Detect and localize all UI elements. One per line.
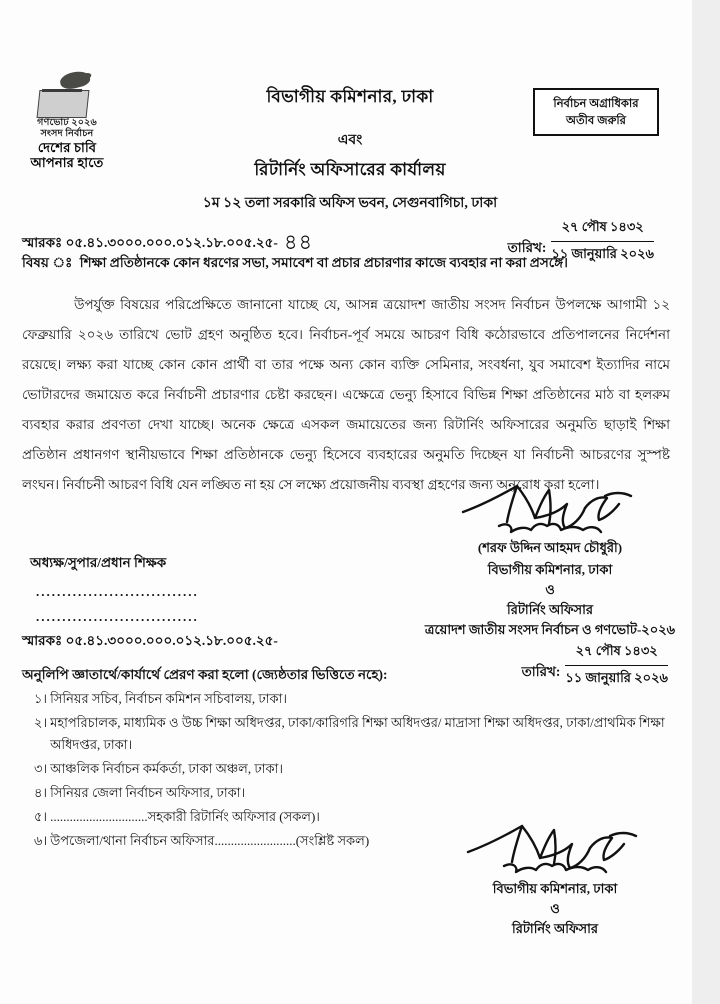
memo2-label: স্মারকঃ — [22, 633, 63, 648]
signature-ink-top — [420, 482, 680, 538]
addressee-dotted-line-1: ............................... — [36, 584, 199, 599]
memo-number-value: ০৫.৪১.৩০০০.০০০.০১২.১৮.০০৫.২৫- — [65, 235, 278, 250]
copy-list-item — [34, 712, 674, 756]
date-english: ১১ জানুয়ারি ২০২৬ — [551, 246, 654, 261]
date-bengali: ২৭ পৌষ ১৪৩২ — [551, 218, 654, 242]
subject-label: বিষয় ঃ — [22, 255, 73, 270]
subject-text: শিক্ষা প্রতিষ্ঠানকে কোন ধরণের সভা, সমাবেশ বা প্রচার প্রচারণার কাজে ব্যবহার না করা প্রসঙ্গে। — [79, 255, 568, 270]
signature-name-top: (শরফ উদ্দিন আহমদ চৌধুরী) — [477, 540, 623, 555]
signature-conjunction-bottom: ও — [550, 901, 560, 916]
signature-title-3-top: ত্রয়োদশ জাতীয় সংসদ নির্বাচন ও গণভোট-২০২৬ — [424, 622, 676, 637]
election-logo — [14, 72, 120, 170]
logo-line-2: সংসদ নির্বাচন — [40, 129, 94, 139]
copy-list-intro: অনুলিপি জ্ঞাতার্থে/কার্যার্থে প্রেরণ করা হলো (জ্যেষ্ঠতার ভিত্তিতে নহে): — [22, 667, 388, 682]
signature-conjunction-top: ও — [545, 582, 555, 597]
logo-line-1: গণভোট ২০২৬ — [37, 118, 97, 128]
hand-shape — [59, 69, 92, 92]
copy-item-number: ১। — [34, 691, 48, 706]
logo-line-4: আপনার হাতে — [30, 155, 104, 170]
copy-item-text: উপজেলা/থানা নির্বাচন অফিসার.........................(সংশ্লিষ্ট সকল) — [50, 833, 370, 848]
addressee-title: অধ্যক্ষ/সুপার/প্রধান শিক্ষক — [30, 555, 167, 570]
page-right-margin — [692, 0, 720, 1004]
copy-item-number: ৪। — [34, 785, 48, 800]
copy-list-item — [34, 758, 674, 780]
copy-item-number: ৬। — [34, 833, 48, 848]
priority-line-2: অতীব জরুরি — [566, 115, 626, 127]
signature-date-bengali: ২৭ পৌষ ১৪৩২ — [565, 642, 668, 666]
subject-line — [22, 252, 662, 275]
logo-line-3: দেশের চাবি — [37, 140, 97, 155]
copy-item-text: সিনিয়র জেলা নির্বাচন অফিসার, ঢাকা। — [50, 785, 246, 800]
copy-list-item — [34, 782, 674, 804]
priority-line-1: নির্বাচন অগ্রাধিকার — [553, 98, 639, 110]
signature-date-values — [565, 642, 668, 690]
header-address: ১ম ১২ তলা সরকারি অফিস ভবন, সেগুনবাগিচা, ঢাকা — [202, 196, 498, 211]
signature-title-1-bottom: বিভাগীয় কমিশনার, ঢাকা — [492, 881, 618, 896]
signature-date-block — [420, 642, 680, 690]
copy-list-item — [34, 688, 674, 710]
header-office-name: বিভাগীয় কমিশনার, ঢাকা — [266, 87, 434, 106]
body-paragraph: উপর্যুক্ত বিষয়ের পরিপ্রেক্ষিতে জানানো যাচ্ছে যে, আসন্ন ত্রয়োদশ জাতীয় সংসদ নির্বাচন উপলক্ষে আগামী ১২ ফেব্রুয়ারি ২০২৬ তারিখে ভোট গ্রহণ অনুষ্ঠিত হবে। নির্বাচন-পূর্ব সময়ে আচরণ বিধি কঠোরভাবে প্রতিপালনের নির্দেশনা রয়েছে। লক্ষ্য করা যাচ্ছে কোন কোন প্রার্থী বা তার পক্ষে অন্য কোন ব্যক্তি সেমিনার, সংবর্ধনা, যুব সমাবেশ ইত্যাদির নামে ভোটারদের জমায়েত করে নির্বাচনী প্রচারণার চেষ্টা করছেন। এক্ষেত্রে ভেন্যু হিসাবে বিভিন্ন শিক্ষা প্রতিষ্ঠানের মাঠ বা হলরুম ব্যবহার করার প্রবণতা দেখা যাচ্ছে। অনেক ক্ষেত্রে এসকল জমায়েতের জন্য রিটার্নিং অফিসারের অনুমতি ছাড়াই শিক্ষা প্রতিষ্ঠান প্রধানগণ স্থানীয়ভাবে শিক্ষা প্রতিষ্ঠানকে ভেন্যু হিসেবে ব্যবহারের অনুমতি দিচ্ছেন যা নির্বাচনী আচরণের সুস্পষ্ট লংঘন। নির্বাচনী আচরণ বিধি যেন লঙ্ঘিত না হয় সে লক্ষ্যে প্রয়োজনীয় ব্যবস্থা গ্রহণের জন্য অনুরোধ করা হলো। — [22, 297, 670, 492]
memo-number-second — [22, 630, 278, 653]
copy-item-text: ..............................সহকারী রিটার্নিং অফিসার (সকল)। — [50, 809, 320, 824]
signature-block-top — [420, 482, 680, 690]
ballot-box-shape — [37, 90, 90, 118]
signature-title-1-top: বিভাগীয় কমিশনার, ঢাকা — [487, 562, 613, 577]
document-header — [150, 84, 550, 215]
signature-ink-bottom — [430, 822, 680, 878]
copy-item-text: সিনিয়র সচিব, নির্বাচন কমিশন সচিবালয়, ঢাকা। — [50, 691, 288, 706]
addressee-block — [22, 552, 352, 625]
copy-item-text: মহাপরিচালক, মাধ্যমিক ও উচ্চ শিক্ষা অধিদপ্তর, ঢাকা/কারিগরি শিক্ষা অধিদপ্তর/ মাদ্রাসা শিক্ষা অধিদপ্তর, ঢাকা/প্রাথমিক শিক্ষা অধিদপ্তর, ঢাকা। — [50, 715, 665, 752]
copy-item-number: ২। — [34, 715, 48, 730]
ballot-slot-shape — [42, 89, 82, 92]
signature-title-2-top: রিটার্নিং অফিসার — [506, 602, 594, 617]
signature-title-2-bottom: রিটার্নিং অফিসার — [511, 921, 599, 936]
priority-stamp-box — [533, 88, 659, 136]
header-returning-officer: রিটার্নিং অফিসারের কার্যালয় — [254, 160, 446, 179]
signature-block-bottom — [430, 822, 680, 939]
copy-item-number: ৫। — [34, 809, 48, 824]
ballot-box-hand-icon — [14, 72, 120, 118]
memo2-number-value: ০৫.৪১.৩০০০.০০০.০১২.১৮.০০৫.২৫- — [65, 633, 278, 648]
copy-item-number: ৩। — [34, 761, 48, 776]
memo-label: স্মারকঃ — [22, 235, 63, 250]
signature-date-label: তারিখ: — [521, 663, 561, 679]
date-label: তারিখ: — [507, 239, 547, 255]
header-conjunction: এবং — [337, 133, 363, 148]
copy-item-text: আঞ্চলিক নির্বাচন কর্মকর্তা, ঢাকা অঞ্চল, ঢাকা। — [50, 761, 284, 776]
addressee-dotted-line-2: ............................... — [36, 609, 199, 624]
signature-date-english: ১১ জানুয়ারি ২০২৬ — [565, 670, 668, 685]
memo-handwritten-serial: ৪৪ — [283, 230, 314, 254]
